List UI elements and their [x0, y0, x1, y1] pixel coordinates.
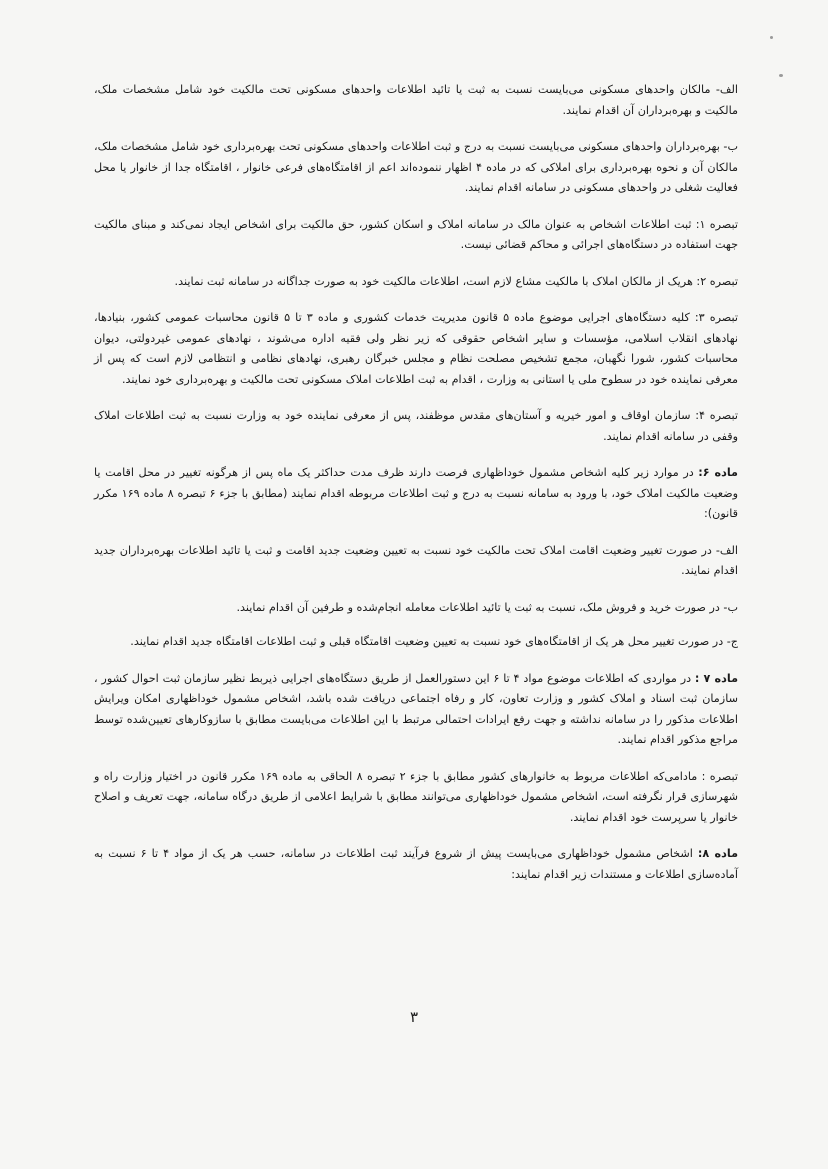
- article-label: ماده ۸:: [697, 847, 738, 860]
- article-label: ماده ۶:: [698, 466, 738, 479]
- paragraph-ownership-registration: [94, 80, 738, 121]
- scan-speck: [779, 74, 783, 77]
- paragraph-text: تبصره ۳: کلیه دستگاه‌های اجرایی موضوع ماده ۵ قانون مدیریت خدمات کشوری و ماده ۳ تا ۵ قانون محاسبات عمومی کشور، بنیادها، نهادهای انقلاب اسلامی، مؤسسات و سایر اشخاص حقوقی که زیر نظر ولی فقیه اداره می‌شوند ، نهادهای عمومی غیردولتی، دیوان محاسبات کشور، شورا نگهبان، مجمع تشخیص مصلحت نظام و مجلس خبرگان رهبری، نهادهای نظامی و انتظامی لازم است که پس از معرفی نماینده خود در سطوح ملی یا استانی به وزارت ، اقدام به ثبت اطلاعات املاک مسکونی تحت مالکیت و بهره‌برداری خود نمایند.: [94, 311, 738, 386]
- paragraph-text: تبصره : مادامی‌که اطلاعات مربوط به خانوارهای کشور مطابق با جزء ۲ تبصره ۸ الحاقی به ماده ۱۶۹ مکرر قانون در اختیار وزارت راه و شهرسازی قرار نگرفته است، اشخاص مشمول خوداظهاری می‌توانند مطابق با شرایط اعلامی از طریق درگاه سامانه، جهت تعریف و اصلاح خانوار یا سرپرست خود اقدام نمایند.: [94, 769, 739, 824]
- paragraph-article-6-item-c: [94, 632, 738, 653]
- paragraph-article-7-note: [94, 767, 738, 829]
- paragraph-text: الف- مالکان واحدهای مسکونی می‌بایست نسبت به ثبت یا تائید اطلاعات واحدهای مسکونی تحت مالکیت خود شامل مشخصات ملک، مالکیت و بهره‌برداران آن اقدام نمایند.: [94, 83, 738, 117]
- paragraph-tenant-registration: [94, 137, 738, 199]
- paragraph-text: ج- در صورت تغییر محل هر یک از اقامتگاه‌های خود نسبت به تعیین وضعیت اقامتگاه قبلی و ثبت اطلاعات اقامتگاه جدید اقدام نمایند.: [130, 635, 738, 648]
- paragraph-note-1: [94, 215, 738, 256]
- paragraph-text: در مواردی که اطلاعات موضوع مواد ۴ تا ۶ این دستورالعمل از طریق دستگاه‌های اجرایی ذیربط نظیر سازمان ثبت احوال کشور ، سازمان ثبت اسناد و املاک کشور و وزارت تعاون، کار و رفاه اجتماعی دریافت شده باشد، اشخاص مشمول خوداظهاری امکان ویرایش اطلاعات مذکور را در سامانه نداشته و جهت رفع ایرادات احتمالی مرتبط با این اطلاعات می‌بایست مطابق با سازوکارهای تعیین‌شده توسط مراجع مذکور اقدام نمایند.: [94, 671, 738, 746]
- paragraph-note-2: [94, 272, 738, 293]
- paragraph-note-3: [94, 308, 738, 390]
- paragraph-note-4: [94, 406, 738, 447]
- page-number: ۳: [409, 1008, 419, 1026]
- paragraph-text: ب- در صورت خرید و فروش ملک، نسبت به ثبت یا تائید اطلاعات معامله انجام‌شده و طرفین آن اقدام نمایند.: [236, 600, 738, 614]
- article-label: ماده ۷ :: [694, 671, 739, 685]
- paragraph-text: الف- در صورت تغییر وضعیت اقامت املاک تحت مالکیت خود نسبت به تعیین وضعیت جدید اقامت و ثبت یا تائید اطلاعات بهره‌برداران جدید اقدام نمایند.: [94, 543, 738, 577]
- paragraph-article-6: [94, 463, 738, 525]
- paragraph-text: تبصره ۴: سازمان اوقاف و امور خیریه و آستان‌های مقدس موظفند، پس از معرفی نماینده خود به وزارت نسبت به ثبت اطلاعات املاک وقفی در سامانه اقدام نمایند.: [94, 409, 738, 443]
- paragraph-article-6-item-b: [94, 598, 738, 619]
- scan-speck: [770, 36, 773, 39]
- paragraph-text: تبصره ۲: هریک از مالکان املاک با مالکیت مشاع لازم است، اطلاعات مالکیت خود به صورت جداگانه در سامانه ثبت نمایند.: [174, 274, 738, 288]
- paragraph-article-8: [94, 844, 738, 885]
- paragraph-text: ب- بهره‌برداران واحدهای مسکونی می‌بایست نسبت به درج و ثبت اطلاعات واحدهای مسکونی تحت بهره‌برداری خود شامل مشخصات ملک، مالکان آن و نحوه بهره‌برداری برای املاکی که در ماده ۴ اظهار ننموده‌اند اعم از اقامتگاه‌های فرعی خانوار ، اقامتگاه جدا از خانوار یا محل فعالیت شغلی در واحدهای مسکونی در سامانه اقدام نمایند.: [94, 140, 738, 194]
- paragraph-article-6-item-a: [94, 541, 738, 582]
- document-body: [94, 80, 738, 885]
- paragraph-text: در موارد زیر کلیه اشخاص مشمول خوداظهاری فرصت دارند ظرف مدت حداکثر یک ماه پس از هرگونه تغییر در محل اقامت یا وضعیت مالکیت املاک خود، با ورود به سامانه نسبت به درج و ثبت اطلاعات مربوطه اقدام نمایند (مطابق با جزء ۶ تبصره ۸ ماده ۱۶۹ مکرر قانون):: [94, 466, 739, 520]
- paragraph-text: اشخاص مشمول خوداظهاری می‌بایست پیش از شروع فرآیند ثبت اطلاعات در سامانه، حسب هر یک از مواد ۴ تا ۶ نسبت به آماده‌سازی اطلاعات و مستندات زیر اقدام نمایند:: [94, 847, 738, 881]
- paragraph-article-7: [94, 669, 738, 751]
- paragraph-text: تبصره ۱: ثبت اطلاعات اشخاص به عنوان مالک در سامانه املاک و اسکان کشور، حق مالکیت برای اشخاص ایجاد نمی‌کند و مبنای مالکیت جهت استفاده در دستگاه‌های اجرائی و محاکم قضائی نیست.: [94, 217, 738, 251]
